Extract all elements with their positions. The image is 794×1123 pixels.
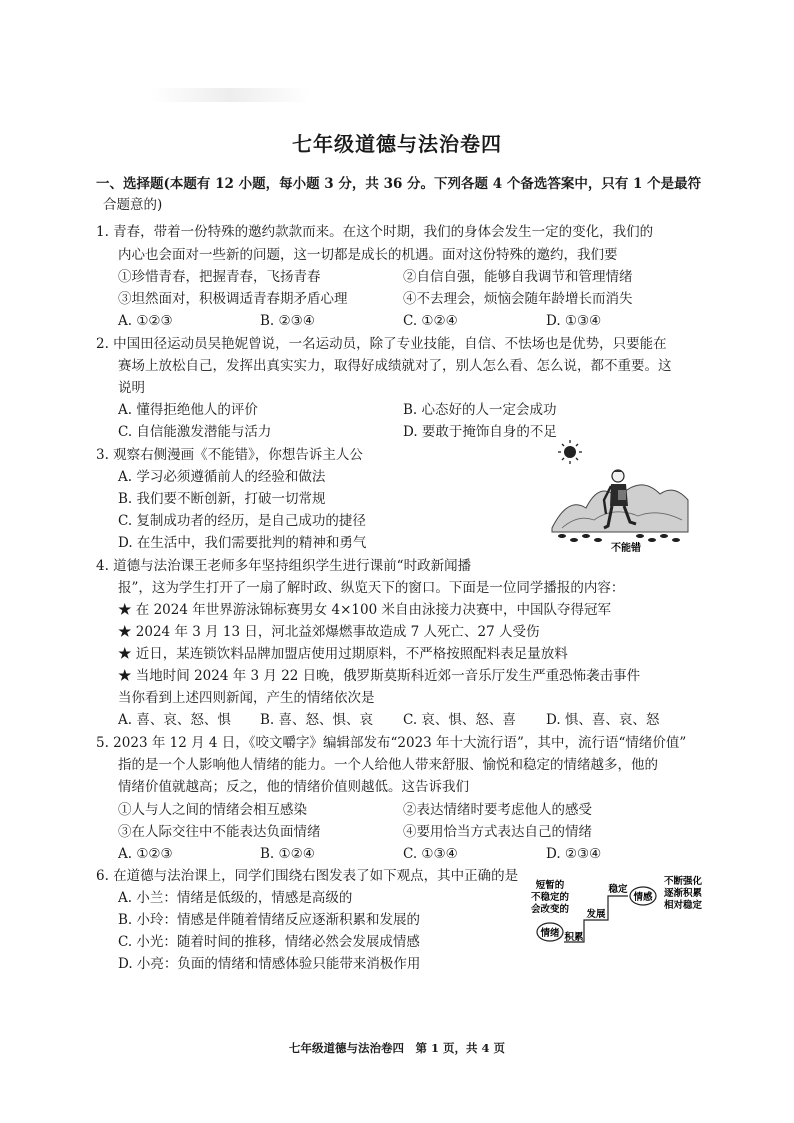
- q5-stem-line2: 指的是一个人影响他人情绪的能力。一个人给他人带来舒服、愉悦和稳定的情绪越多，他的: [118, 757, 658, 773]
- q6-option-d[interactable]: D. 小亮：负面的情绪和情感体验只能带来消极作用: [118, 956, 421, 972]
- q2-option-d[interactable]: D. 要敢于掩饰自身的不足: [403, 424, 557, 440]
- q5-stem-line1: 5. 2023 年 12 月 4 日，《咬文嚼字》编辑部发布“2023 年十大流行语”，其中，流行语“情绪价值”: [96, 735, 687, 751]
- section-header-line2: 合题意的): [103, 197, 163, 213]
- q5-option-d[interactable]: D. ②③④: [546, 846, 602, 862]
- q1-option-b[interactable]: B. ②③④: [260, 313, 315, 329]
- page-title: 七年级道德与法治卷四: [292, 132, 502, 156]
- q1-option-a[interactable]: A. ①②③: [118, 313, 173, 329]
- q4-stem-line2: 报”，这为学生打开了一扇了解时政、纵览天下的窗口。下面是一位同学播报的内容：: [118, 580, 625, 596]
- diagram-develop-label: 发展: [586, 909, 606, 920]
- q1-statement-2: ②自信自强，能够自我调节和管理情绪: [403, 269, 633, 285]
- q4-news-2: ★ 2024 年 3 月 13 日，河北益郊爆燃事故造成 7 人死亡、27 人受伤: [118, 624, 540, 640]
- q2-stem-line1: 2. 中国田径运动员吴艳妮曾说，一名运动员，除了专业技能，自信、不怯场也是优势，只要能在: [96, 336, 667, 352]
- q5-statement-3: ③在人际交往中不能表达负面情绪: [118, 824, 321, 840]
- diagram-right-label-3: 相对稳定: [663, 900, 703, 911]
- q4-news-1: ★ 在 2024 年世界游泳锦标赛男女 4×100 米自由泳接力决赛中，中国队夺得冠军: [118, 602, 611, 618]
- q4-option-d[interactable]: D. 惧、喜、哀、怒: [546, 712, 660, 728]
- q4-stem-line1: 4. 道德与法治课王老师多年坚持组织学生进行课前“时政新闻播: [96, 558, 472, 574]
- q5-statement-4: ④要用恰当方式表达自己的情绪: [403, 824, 592, 840]
- q4-option-a[interactable]: A. 喜、哀、怒、惧: [118, 712, 231, 728]
- q6-option-b[interactable]: B. 小玲：情感是伴随着情绪反应逐渐积累和发展的: [118, 912, 421, 928]
- q3-stem: 3. 观察右侧漫画《不能错》，你想告诉主人公: [96, 447, 363, 463]
- q1-option-c[interactable]: C. ①②④: [403, 313, 458, 329]
- q3-option-d[interactable]: D. 在生活中，我们需要批判的精神和勇气: [118, 535, 367, 551]
- q2-stem-line3: 说明: [118, 380, 145, 396]
- diagram-stable-label: 稳定: [608, 884, 628, 895]
- q3-option-b[interactable]: B. 我们要不断创新，打破一切常规: [118, 491, 326, 507]
- diagram-left-label-3: 会改变的: [530, 904, 570, 915]
- q6-option-a[interactable]: A. 小兰：情绪是低级的，情感是高级的: [118, 890, 353, 906]
- cartoon-not-wrong: [548, 436, 690, 554]
- q2-option-a[interactable]: A. 懂得拒绝他人的评价: [118, 402, 258, 418]
- q4-news-4: ★ 当地时间 2024 年 3 月 22 日晚，俄罗斯莫斯科近郊一音乐厅发生严重恐怖袭击事件: [118, 668, 641, 684]
- diagram-left-label-2: 不稳定的: [530, 892, 570, 903]
- q2-option-c[interactable]: C. 自信能激发潜能与活力: [118, 424, 272, 440]
- q1-statement-1: ①珍惜青春，把握青春，飞扬青春: [118, 269, 321, 285]
- diagram-accumulate-label: 积累: [564, 932, 584, 943]
- q4-option-b[interactable]: B. 喜、怒、惧、哀: [260, 712, 374, 728]
- section-header-line1: 一、选择题(本题有 12 小题，每小题 3 分，共 36 分。下列各题 4 个备选答案中，只有 1 个是最符: [96, 176, 702, 192]
- diagram-left-label-1: 短暂的: [535, 880, 565, 891]
- q1-statement-3: ③坦然面对，积极调适青春期矛盾心理: [118, 291, 348, 307]
- q4-stem-line3: 当你看到上述四则新闻，产生的情绪依次是: [118, 690, 375, 706]
- q1-stem-line1: 1. 青春，带着一份特殊的邀约款款而来。在这个时期，我们的身体会发生一定的变化，我们的: [96, 224, 654, 240]
- cartoon-caption: 不能错: [611, 543, 641, 554]
- q5-option-b[interactable]: B. ①②④: [260, 846, 315, 862]
- diagram-right-label-1: 不断强化: [663, 876, 703, 887]
- diagram-right-label-2: 逐渐积累: [663, 888, 703, 899]
- q6-stem: 6. 在道德与法治课上，同学们围绕右图发表了如下观点，其中正确的是: [96, 868, 519, 884]
- diagram-emotion-label: 情绪: [540, 928, 560, 939]
- scan-smudge: [150, 88, 310, 102]
- q6-option-c[interactable]: C. 小光：随着时间的推移，情绪必然会发展成情感: [118, 934, 420, 950]
- emotion-feeling-diagram: [528, 872, 710, 950]
- sun-icon: [558, 440, 582, 464]
- q2-option-b[interactable]: B. 心态好的人一定会成功: [403, 402, 557, 418]
- footprints: [558, 534, 680, 542]
- diagram-feeling-label: 情感: [633, 892, 653, 903]
- q5-statement-1: ①人与人之间的情绪会相互感染: [118, 802, 307, 818]
- q5-statement-2: ②表达情绪时要考虑他人的感受: [403, 802, 592, 818]
- q4-news-3: ★ 近日，某连锁饮料品牌加盟店使用过期原料，不严格按照配料表足量放料: [118, 646, 568, 662]
- q1-statement-4: ④不去理会，烦恼会随年龄增长而消失: [403, 291, 633, 307]
- q1-option-d[interactable]: D. ①③④: [546, 313, 602, 329]
- page-footer: 七年级道德与法治卷四 第 1 页，共 4 页: [288, 1041, 506, 1055]
- q2-stem-line2: 赛场上放松自己，发挥出真实实力，取得好成绩就对了，别人怎么看、怎么说，都不重要。这: [118, 358, 672, 374]
- q5-option-c[interactable]: C. ①③④: [403, 846, 458, 862]
- q3-option-c[interactable]: C. 复制成功者的经历，是自己成功的捷径: [118, 513, 366, 529]
- q5-option-a[interactable]: A. ①②③: [118, 846, 173, 862]
- q5-stem-line3: 情绪价值就越高；反之，他的情绪价值则越低。这告诉我们: [118, 779, 469, 795]
- q3-option-a[interactable]: A. 学习必须遵循前人的经验和做法: [118, 469, 326, 485]
- q4-option-c[interactable]: C. 哀、惧、怒、喜: [403, 712, 516, 728]
- q1-stem-line2: 内心也会面对一些新的问题，这一切都是成长的机遇。面对这份特殊的邀约，我们要: [118, 247, 618, 263]
